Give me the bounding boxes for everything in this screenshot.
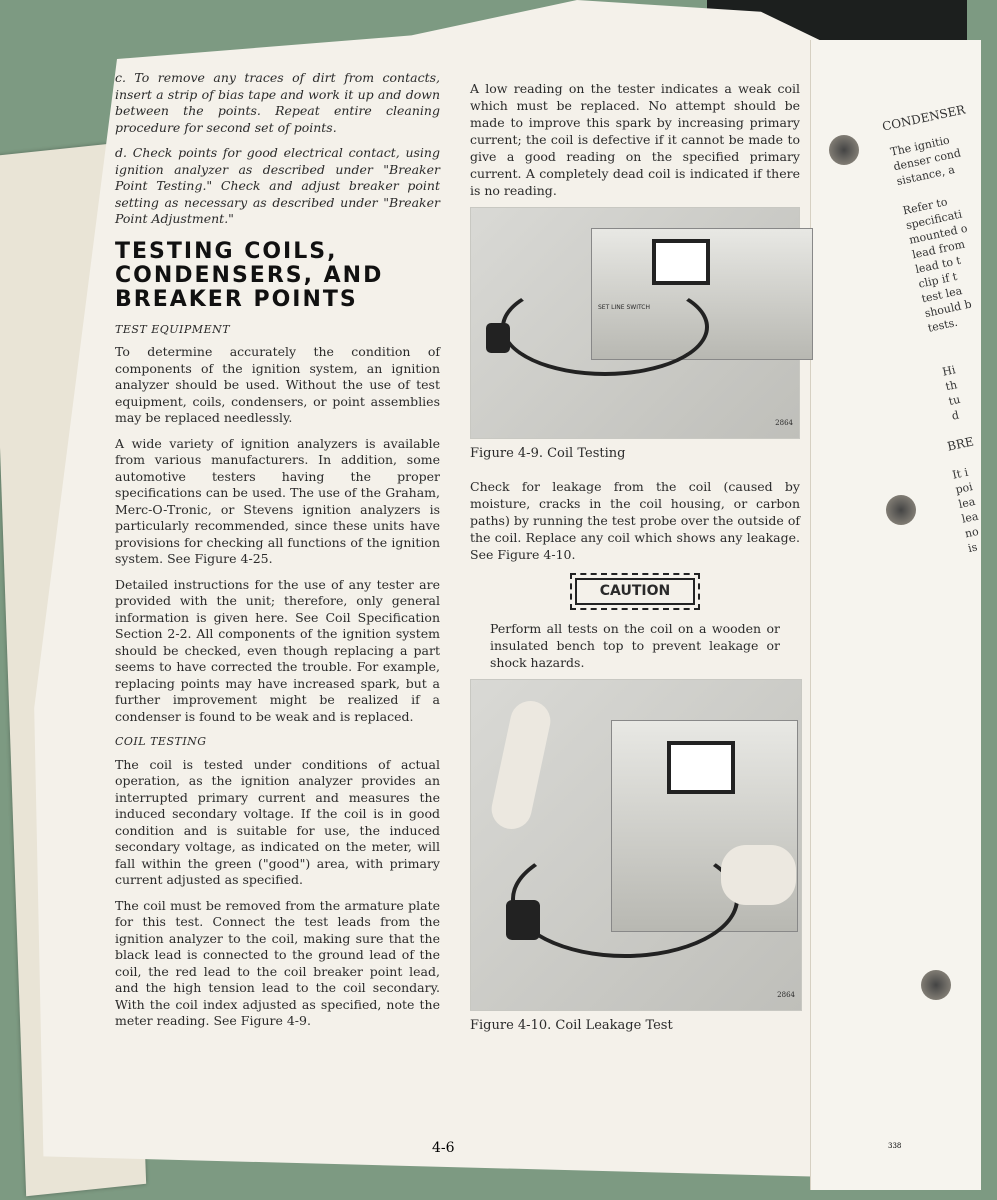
middle-column bbox=[470, 80, 800, 1050]
hand bbox=[721, 845, 796, 905]
coil-testing-title: COIL TESTING bbox=[115, 735, 207, 748]
figure-4-9-photo bbox=[470, 207, 800, 439]
paragraph: The coil is tested under conditions of actual operation, as the ignition analyzer provides an interrupted primary current and measures the induced secondary voltage. If the coil is in good condition and is suitable for use, the induced secondary voltage, as indicated on the meter, will fall within the green ("good") area, with primary current adjusted as specified. bbox=[115, 756, 440, 887]
caution-label: CAUTION bbox=[575, 578, 695, 605]
paragraph: To determine accurately the condition of components of the ignition system, an ignition analyzer should be used. Without the use of test equipment, coils, condensers, or point assemblies may be replaced needlessly. bbox=[115, 344, 440, 425]
paragraph: A low reading on the tester indicates a weak coil which must be replaced. No attempt should be made to improve this spark by increasing primary current; the coil is defective if it cannot be made to give a good reading on the specified primary current. A completely dead coil is indicated if there is no reading. bbox=[470, 81, 800, 198]
figure-code: 2864 bbox=[775, 419, 793, 427]
meter-dial bbox=[667, 741, 735, 794]
section-heading: TESTING COILS, CONDENSERS, AND BREAKER POINTS bbox=[115, 238, 384, 312]
step-d: d. Check points for good electrical contact, using ignition analyzer as described under "Breaker Point Testing." Check and adjust breaker point setting as necessary as described under "Breaker Point Adjustment." bbox=[115, 145, 440, 226]
paragraph: The coil must be removed from the armature plate for this test. Connect the test leads from the ignition analyzer to the coil, making sure that the black lead is connected to the ground lead of the coil, the red lead to the coil breaker point lead, and the high tension lead to the coil secondary. With the coil index adjusted as specified, note the meter reading. See Figure 4-9. bbox=[115, 897, 440, 1028]
caution-box bbox=[570, 573, 700, 610]
right-text-1: The ignitio denser cond sistance, a Refer to specificati mounted o lead from lead to t clip if t test lea should b tests. bbox=[889, 133, 973, 335]
figure-code: 2864 bbox=[777, 991, 795, 999]
test-equipment-title: TEST EQUIPMENT bbox=[115, 322, 231, 336]
meter-dial bbox=[652, 239, 710, 285]
paragraph: Check for leakage from the coil (caused by moisture, cracks in the coil housing, or carbon paths) by running the test probe over the outside of the coil. Replace any coil which shows any leakage. See Figure 4-10. bbox=[470, 479, 800, 562]
figure-4-9-caption: Figure 4-9. Coil Testing bbox=[470, 446, 626, 461]
right-text-3: It i poi lea lea no is bbox=[951, 465, 980, 556]
binder-hole bbox=[921, 970, 951, 1000]
step-c: c. To remove any traces of dirt from contacts, insert a strip of bias tape and work it up and down between the points. Repeat entire cleaning procedure for second set of points. bbox=[115, 70, 440, 135]
paragraph: A wide variety of ignition analyzers is available from various manufacturers. In addition, some automotive testers having the proper specifications can be used. The use of the Graham, Merc-O-Tronic, or Stevens ignition analyzers is particularly recommended, since these units have provisions for checking all functions of the ignition system. See Figure 4-25. bbox=[115, 435, 440, 566]
figure-4-10-caption: Figure 4-10. Coil Leakage Test bbox=[470, 1018, 673, 1033]
hand bbox=[488, 697, 554, 832]
paragraph: Detailed instructions for the use of any tester are provided with the unit; therefore, only general information is given here. See Coil Specification Section 2-2. All components of the ignition system should be checked, even though replacing a part seems to have corrected the trouble. For example, replacing points may have increased spark, but a further improvement might be realized if a condenser is found to be weak and is replaced. bbox=[115, 576, 440, 724]
left-column bbox=[115, 70, 440, 1039]
right-heading-condenser: CONDENSER bbox=[881, 102, 967, 134]
coil bbox=[506, 900, 540, 940]
analyzer-label: SET LINE SWITCH bbox=[598, 304, 650, 311]
right-text-2: Hi th tu d bbox=[941, 363, 962, 423]
right-page bbox=[810, 40, 981, 1190]
caution-text: Perform all tests on the coil on a wooden or insulated bench top to prevent leakage or shock hazards. bbox=[490, 621, 780, 670]
figure-4-10-photo bbox=[470, 679, 802, 1011]
right-heading-breaker: BRE bbox=[946, 434, 975, 454]
binder-hole bbox=[886, 495, 916, 525]
test-lead-cable bbox=[511, 840, 739, 958]
print-code: 338 bbox=[888, 1142, 902, 1150]
page-number: 4-6 bbox=[432, 1140, 455, 1156]
test-lead-cable bbox=[501, 278, 709, 376]
binder-hole bbox=[829, 135, 859, 165]
coil bbox=[486, 323, 510, 353]
